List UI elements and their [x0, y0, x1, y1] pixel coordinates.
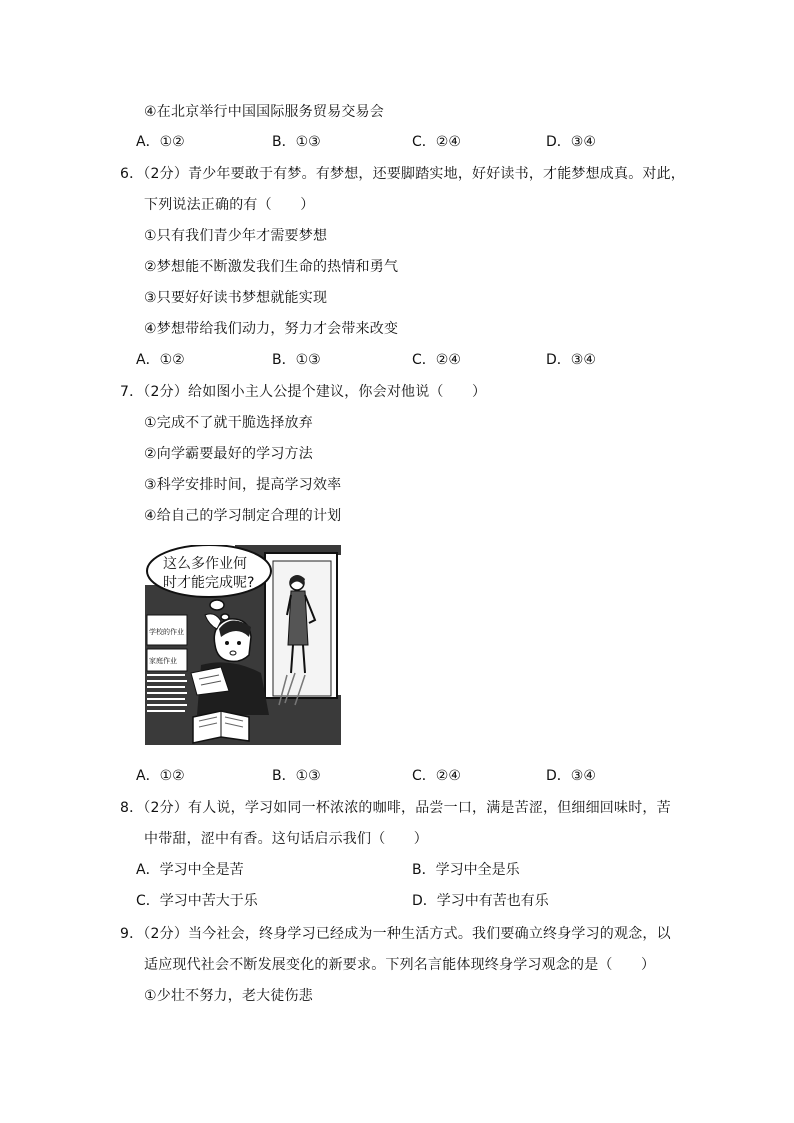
q6-item-3: ③只要好好读书梦想就能实现 — [144, 290, 328, 306]
q8-stem-line2: 中带甜，涩中有香。这句话启示我们（ ） — [144, 831, 428, 847]
q6-stem-line2: 下列说法正确的有（ ） — [144, 197, 315, 213]
q7-item-4: ④给自己的学习制定合理的计划 — [144, 508, 342, 524]
q6-option-a: A．①② — [136, 352, 185, 368]
stack-label-home: 家庭作业 — [149, 657, 177, 665]
q9-stem-line2: 适应现代社会不断发展变化的新要求。下列名言能体现终身学习观念的是（ ） — [144, 957, 656, 973]
q7-item-1: ①完成不了就干脆选择放弃 — [144, 415, 313, 431]
q7-item-3: ③科学安排时间，提高学习效率 — [144, 477, 342, 493]
q8-option-b: B．学习中全是乐 — [412, 862, 520, 878]
q7-option-a: A．①② — [136, 768, 185, 784]
stack-label-school: 学校的作业 — [149, 628, 184, 636]
q7-option-d: D．③④ — [546, 768, 596, 784]
q5-option-b: B．①③ — [272, 134, 321, 150]
q8-option-c: C．学习中苦大于乐 — [136, 893, 258, 909]
q6-item-4: ④梦想带给我们动力，努力才会带来改变 — [144, 321, 399, 337]
q6-item-2: ②梦想能不断激发我们生命的热情和勇气 — [144, 259, 399, 275]
q7-stem-line1: 7．（2分）给如图小主人公提个建议，你会对他说（ ） — [120, 384, 487, 400]
q5-option-d: D．③④ — [546, 134, 596, 150]
q8-stem-line1: 8．（2分）有人说，学习如同一杯浓浓的咖啡，品尝一口，满是苦涩，但细细回味时，苦 — [120, 800, 671, 816]
q9-stem-line1: 9．（2分）当今社会，终身学习已经成为一种生活方式。我们要确立终身学习的观念，以 — [120, 926, 671, 942]
cartoon-illustration — [145, 545, 341, 745]
q7-option-c: C．②④ — [412, 768, 461, 784]
q6-option-b: B．①③ — [272, 352, 321, 368]
q6-stem-line1: 6．（2分）青少年要敢于有梦。有梦想，还要脚踏实地，好好读书，才能梦想成真。对此， — [120, 166, 686, 182]
q7-option-b: B．①③ — [272, 768, 321, 784]
q6-item-1: ①只有我们青少年才需要梦想 — [144, 228, 328, 244]
bubble-text-line2: 时才能完成呢? — [163, 575, 255, 591]
q6-option-c: C．②④ — [412, 352, 461, 368]
q7-item-2: ②向学霸要最好的学习方法 — [144, 446, 313, 462]
bubble-text-line1: 这么多作业何 — [163, 556, 247, 572]
q5-option-c: C．②④ — [412, 134, 461, 150]
q5-option-a: A．①② — [136, 134, 185, 150]
q8-option-d: D．学习中有苦也有乐 — [412, 893, 549, 909]
q6-option-d: D．③④ — [546, 352, 596, 368]
q5-item-4: ④在北京举行中国国际服务贸易交易会 — [144, 104, 384, 120]
q8-option-a: A．学习中全是苦 — [136, 862, 244, 878]
q9-item-1: ①少壮不努力，老大徒伤悲 — [144, 988, 313, 1004]
